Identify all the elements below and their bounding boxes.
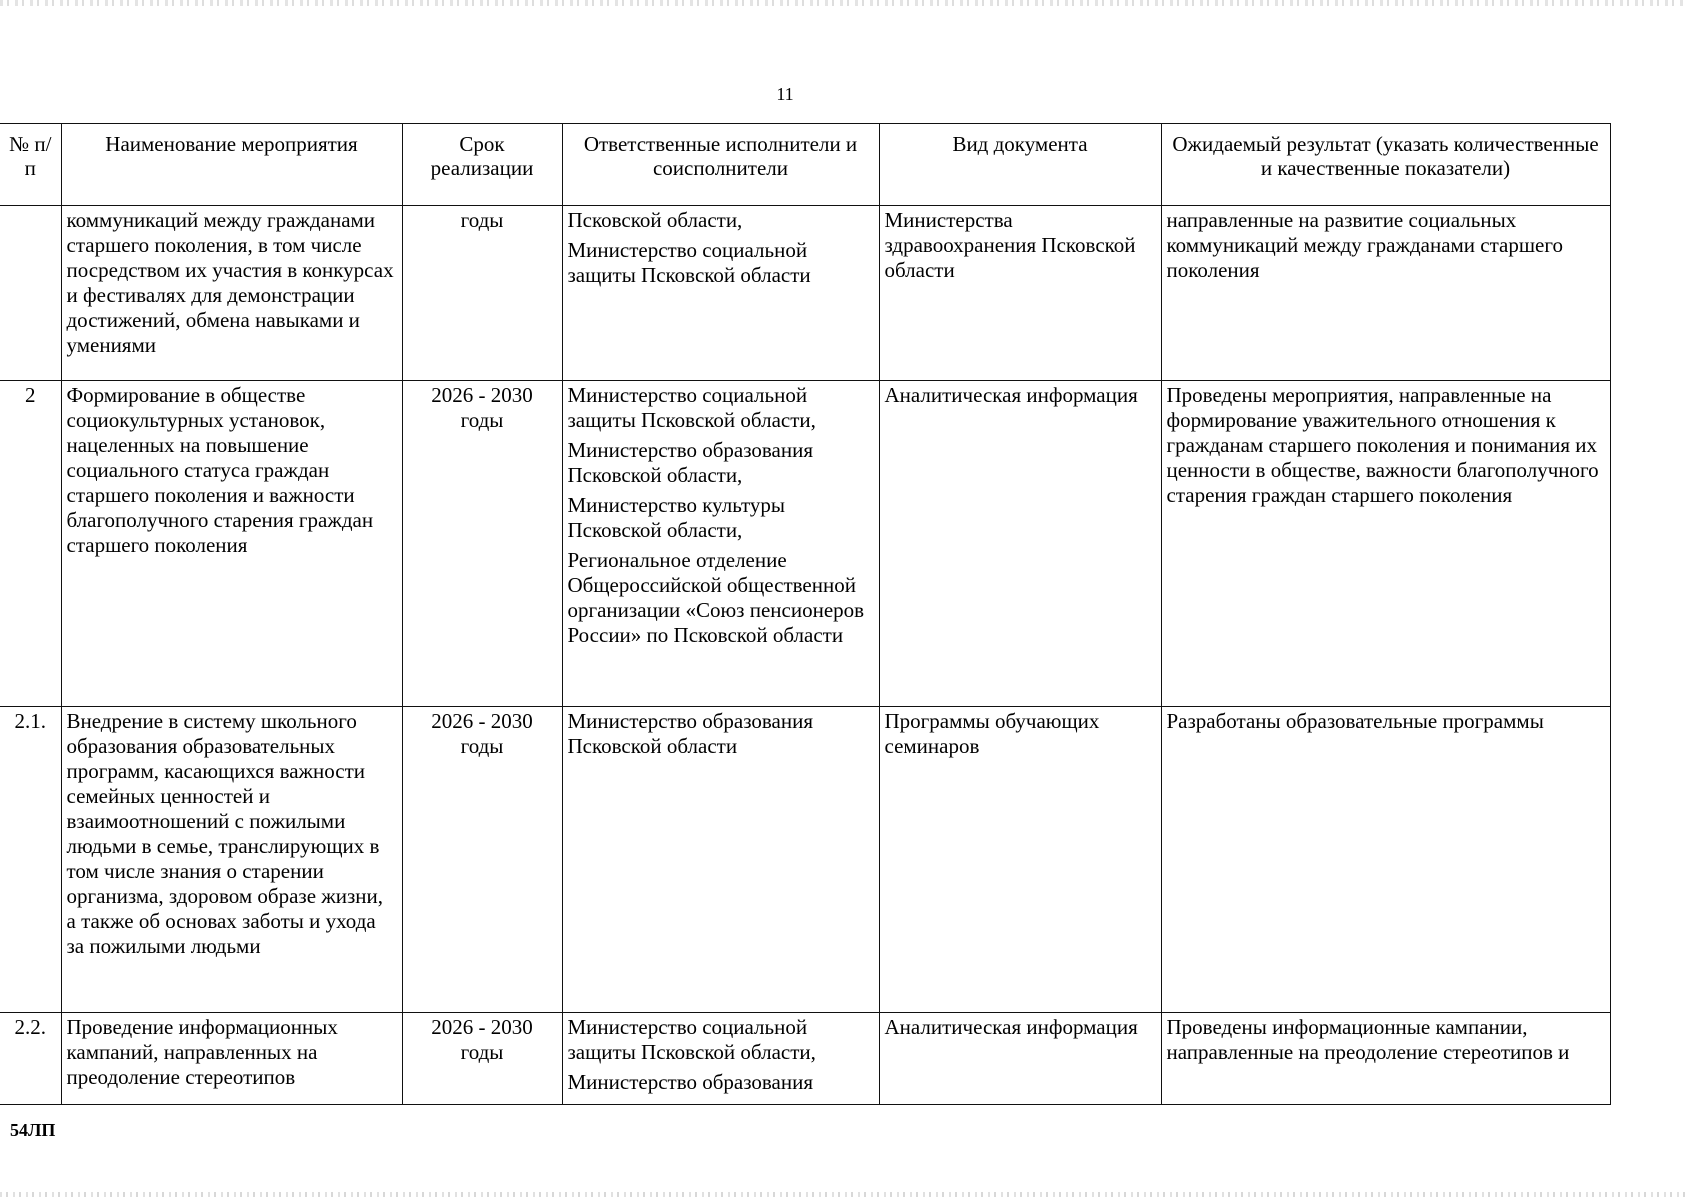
executor-entry: Министерство образования Псковской области (567, 709, 813, 758)
executor-entry: Министерство образования (567, 1070, 813, 1094)
cell-num (0, 206, 61, 381)
cell-result: Разработаны образовательные программы (1161, 707, 1610, 1013)
executor-entry: Псковской области, (567, 208, 743, 232)
cell-doc-type: Программы обучающих семинаров (879, 707, 1161, 1013)
header-name: Наименование мероприятия (61, 124, 402, 206)
table-row (0, 381, 1610, 707)
cell-executors (562, 381, 879, 707)
cell-term: 2026 - 2030 годы (402, 381, 562, 707)
cell-name: Проведение информационных кампаний, направленных на преодоление стереотипов (61, 1013, 402, 1105)
cell-executors (562, 707, 879, 1013)
page-number: 11 (776, 84, 794, 104)
header-doc-type: Вид документа (879, 124, 1161, 206)
scan-edge-bottom (0, 1192, 1686, 1197)
table-header-row (0, 124, 1610, 206)
cell-name: Формирование в обществе социокультурных установок, нацеленных на повышение социального статуса граждан старшего поколения и важности благополучного старения граждан старшего поколения (61, 381, 402, 707)
cell-doc-type: Аналитическая информация (879, 1013, 1161, 1105)
executor-entry: Министерство социальной защиты Псковской области (567, 238, 811, 287)
table-row (0, 707, 1610, 1013)
cell-name: Внедрение в систему школьного образования образовательных программ, касающихся важности семейных ценностей и взаимоотношений с пожилыми людьми в семье, транслирующих в том числе знания о старении организма, здоровом образе жизни, а также об основах заботы и ухода за пожилыми людьми (61, 707, 402, 1013)
table-row (0, 1013, 1610, 1105)
document-code: 54ЛП (10, 1120, 56, 1140)
cell-executors (562, 206, 879, 381)
cell-doc-type: Аналитическая информация (879, 381, 1161, 707)
scan-edge-top (0, 0, 1686, 6)
cell-name: коммуникаций между гражданами старшего поколения, в том числе посредством их участия в конкурсах и фестивалях для демонстрации достижений, обмена навыками и умениями (61, 206, 402, 381)
executor-entry: Министерство социальной защиты Псковской области, (567, 1015, 816, 1064)
header-result: Ожидаемый результат (указать количественные и качественные показатели) (1161, 124, 1610, 206)
executor-entry: Министерство культуры Псковской области, (567, 493, 785, 542)
cell-num: 2 (0, 381, 61, 707)
executor-entry: Министерство социальной защиты Псковской области, (567, 383, 816, 432)
executor-entry: Министерство образования Псковской области, (567, 438, 813, 487)
cell-term: 2026 - 2030 годы (402, 1013, 562, 1105)
cell-num: 2.1. (0, 707, 61, 1013)
cell-num: 2.2. (0, 1013, 61, 1105)
cell-result: направленные на развитие социальных коммуникаций между гражданами старшего поколения (1161, 206, 1610, 381)
cell-result: Проведены информационные кампании, направленные на преодоление стереотипов и (1161, 1013, 1610, 1105)
cell-term: 2026 - 2030 годы (402, 707, 562, 1013)
table-row (0, 206, 1610, 381)
cell-term: годы (402, 206, 562, 381)
cell-doc-type: Министерства здравоохранения Псковской области (879, 206, 1161, 381)
action-plan-table (0, 123, 1611, 1105)
header-executors: Ответственные исполнители и соисполнители (562, 124, 879, 206)
cell-result: Проведены мероприятия, направленные на формирование уважительного отношения к гражданам старшего поколения и понимания их ценности в обществе, важности благополучного старения граждан старшего поколения (1161, 381, 1610, 707)
executor-entry: Региональное отделение Общероссийской общественной организации «Союз пенсионеров России» по Псковской области (567, 548, 865, 647)
header-num: № п/п (0, 124, 61, 206)
header-term: Срок реализации (402, 124, 562, 206)
cell-executors (562, 1013, 879, 1105)
